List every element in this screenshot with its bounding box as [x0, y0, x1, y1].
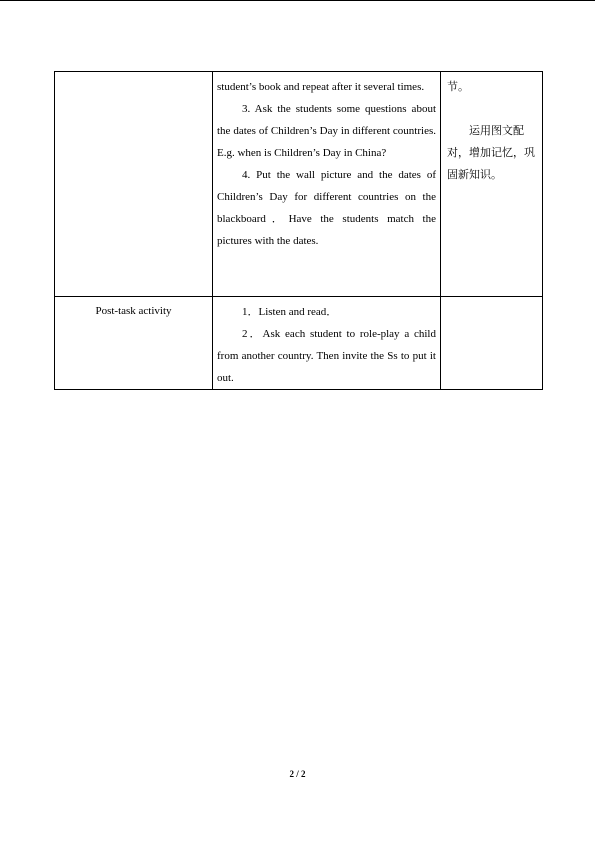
purpose-cell — [441, 72, 543, 297]
stage-cell: Post-task activity — [55, 297, 213, 390]
procedure-step: 2．Ask each student to role-play a child from another country. Then invite the Ss to put it out. — [217, 328, 436, 384]
purpose-note: 节。 — [447, 80, 469, 93]
page-number: 2 / 2 — [289, 769, 306, 779]
procedure-step: 3. Ask the students some questions about the dates of Children’s Day in different countries. E.g. when is Children’s Day in China? — [217, 103, 436, 159]
lesson-plan-table — [54, 71, 543, 390]
table-row — [55, 297, 543, 390]
procedure-step: student’s book and repeat after it several times. — [217, 81, 425, 93]
purpose-cell — [441, 297, 543, 390]
table-row — [55, 72, 543, 297]
procedure-cell — [213, 297, 441, 390]
header-rule — [0, 0, 595, 1]
purpose-note: 运用图文配对，增加记忆，巩固新知识。 — [447, 124, 535, 181]
procedure-step: 4. Put the wall picture and the dates of Children’s Day for different countries on the blackboard．Have the students match the pictures with the dates. — [217, 169, 436, 247]
procedure-cell — [213, 72, 441, 297]
procedure-step: 1．Listen and read． — [242, 306, 338, 318]
stage-cell — [55, 72, 213, 297]
